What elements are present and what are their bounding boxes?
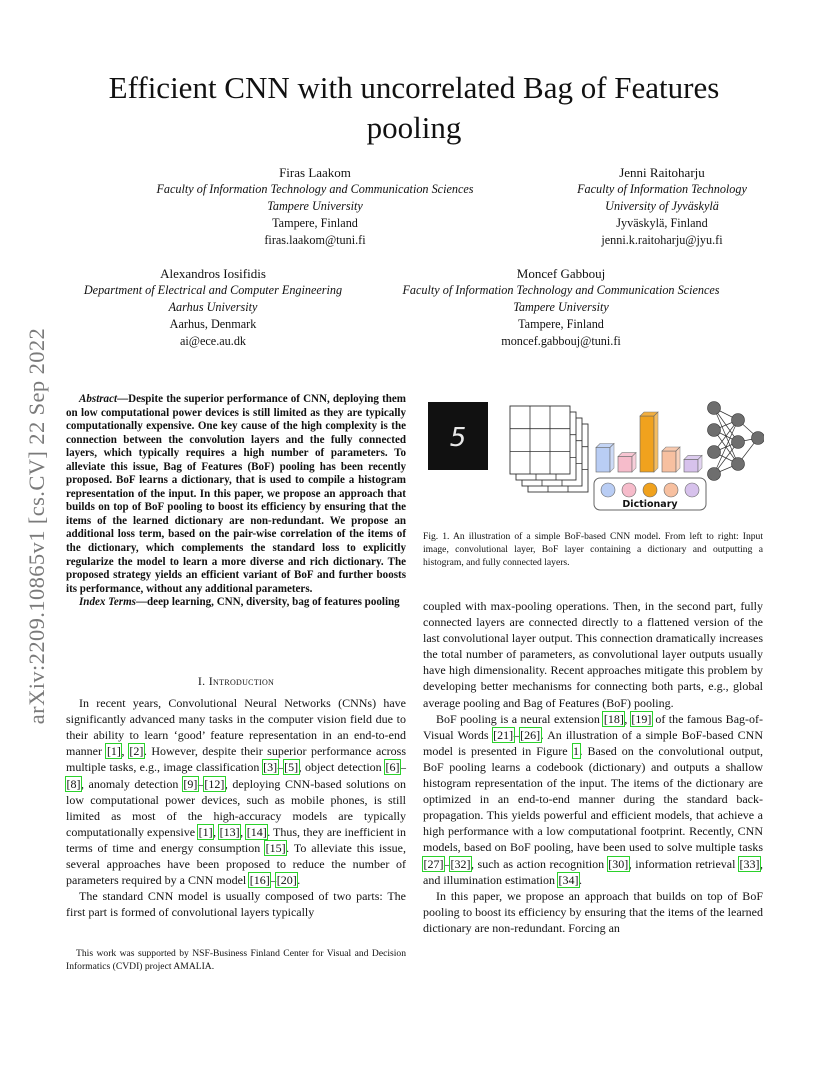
fc-neuron xyxy=(752,432,765,445)
body-paragraph: coupled with max-pooling operations. Then, in the second part, fully connected layers are connected directly to a flattened version of the last convolutional layer output. This connection dramatically increases the total number of parameters, as convolutional layer outputs usually have high dimensionality. Recent approaches mitigate this problem by developing better mechanisms for connecting both parts, e.g., global average pooling and Bag of Features (BoF) pooling. xyxy=(423,599,763,710)
citation-link[interactable]: [3] xyxy=(263,760,278,775)
author-location: Tampere, Finland xyxy=(518,317,604,331)
histogram-bar xyxy=(640,416,654,472)
index-terms-label: Index Terms xyxy=(79,596,136,609)
title-line-1: Efficient CNN with uncorrelated Bag of Features xyxy=(108,70,720,105)
paper-title xyxy=(60,68,768,148)
citation-link[interactable]: [18] xyxy=(603,711,624,726)
index-terms xyxy=(66,596,406,610)
feature-map-frame xyxy=(510,406,570,474)
figure-caption: Fig. 1. An illustration of a simple BoF-based CNN model. From left to right: Input image, convolutional layer, BoF layer containing a dictionary and outputting a histogram, and fully connected layers. xyxy=(423,531,763,568)
dictionary-item xyxy=(685,483,699,497)
citation-link[interactable]: [9] xyxy=(183,776,198,791)
bof-cnn-diagram xyxy=(424,394,764,516)
author-email[interactable]: moncef.gabbouj@tuni.fi xyxy=(501,334,621,348)
citation-link[interactable]: [1] xyxy=(198,824,213,839)
citation-link[interactable]: [13] xyxy=(219,824,240,839)
abstract-text: —Despite the superior performance of CNN, deploying them on low computational power devices is still limited as they are typically computationally expensive. One key cause of the high complexity is the connection between the convolution layers and the fully connected layers, which typically requires a high number of parameters. To alleviate this issue, Bag of Features (BoF) pooling has been recently proposed. BoF learns a dictionary, that is used to compile a histogram representation of the input. In this paper, we propose an approach that builds on top of BoF pooling to boost its efficiency by ensuring that the items of the learned dictionary are non-redundant. We propose an additional loss term, based on the pair-wise correlation of the items of the dictionary, which complements the standard loss to explicitly regularize the model to learn a more diverse and rich dictionary. The proposed strategy yields an efficient variant of BoF and further boosts its performance, without any additional parameters. xyxy=(66,393,406,595)
left-paragraphs xyxy=(66,695,406,920)
citation-link[interactable]: [30] xyxy=(608,856,629,871)
figure-1 xyxy=(424,394,764,516)
author-name: Moncef Gabbouj xyxy=(516,266,606,281)
citation-link[interactable]: [8] xyxy=(66,776,81,791)
abstract-paragraph xyxy=(66,393,406,596)
title-line-2: pooling xyxy=(366,110,462,145)
citation-link[interactable]: [34] xyxy=(558,872,579,887)
histogram-bar-side xyxy=(676,447,680,472)
dictionary-item xyxy=(601,483,615,497)
citation-link[interactable]: [21] xyxy=(493,727,514,742)
author-institution: Tampere University xyxy=(267,199,363,213)
right-paragraphs xyxy=(423,598,763,936)
fully-connected-layers xyxy=(708,402,765,481)
citation-link[interactable]: [14] xyxy=(246,824,267,839)
fc-neuron xyxy=(708,468,721,481)
author-block-3 xyxy=(58,265,368,350)
fc-neuron xyxy=(708,446,721,459)
author-institution: Aarhus University xyxy=(168,300,258,314)
bof-histogram xyxy=(596,412,702,472)
histogram-bar xyxy=(618,457,632,472)
author-affiliation: Faculty of Information Technology xyxy=(577,182,747,196)
abstract-label: Abstract xyxy=(79,393,118,405)
body-paragraph: The standard CNN model is usually composed of two parts: The first part is formed of convolutional layers typically xyxy=(66,889,406,920)
histogram-bar xyxy=(684,459,698,472)
author-location: Aarhus, Denmark xyxy=(169,317,257,331)
author-block-2 xyxy=(554,164,770,249)
author-institution: Tampere University xyxy=(513,300,609,314)
body-paragraph: BoF pooling is a neural extension [18], [19] of the famous Bag-of-Visual Words [21]–[26]. An illustration of a simple BoF-based CNN model is presented in Figure 1. Based on the convolutional output, BoF pooling learns a codebook (dictionary) and outputs a shallow histogram representation of the input. The items of the dictionary are optimized in an end-to-end manner during the standard back-propagation. This yields powerful and efficient models, that achieve a high performance with a low computational footprint. Recently, CNN models, based on BoF pooling, have been used to solve multiple tasks [27]–[32], such as action recognition [30], information retrieval [33], and illumination estimation [34]. xyxy=(423,711,764,887)
dictionary-item xyxy=(664,483,678,497)
dictionary-label: Dictionary xyxy=(622,499,678,510)
author-block-4 xyxy=(374,265,748,350)
fc-neuron xyxy=(708,424,721,437)
arxiv-sidebar xyxy=(12,286,62,766)
fc-neuron xyxy=(732,458,745,471)
author-name: Jenni Raitoharju xyxy=(619,165,705,180)
author-affiliation: Faculty of Information Technology and Communication Sciences xyxy=(156,182,474,196)
fc-neuron xyxy=(708,402,721,415)
arxiv-identifier: arXiv:2209.10865v1 [cs.CV] 22 Sep 2022 xyxy=(24,327,49,725)
histogram-bar xyxy=(596,448,610,473)
author-email[interactable]: firas.laakom@tuni.fi xyxy=(264,233,366,247)
section-heading xyxy=(66,673,406,689)
citation-link[interactable]: [26] xyxy=(520,727,541,742)
dictionary-item xyxy=(643,483,657,497)
citation-link[interactable]: [20] xyxy=(276,873,297,888)
author-affiliation: Department of Electrical and Computer Engineering xyxy=(83,283,343,297)
citation-link[interactable]: [16] xyxy=(249,873,270,888)
right-column-body xyxy=(423,598,763,936)
author-block-1 xyxy=(126,164,504,249)
citation-link[interactable]: [6] xyxy=(385,760,400,775)
author-affiliation: Faculty of Information Technology and Communication Sciences xyxy=(402,283,720,297)
author-location: Tampere, Finland xyxy=(272,216,358,230)
citation-link[interactable]: [19] xyxy=(631,711,652,726)
author-email[interactable]: jenni.k.raitoharju@jyu.fi xyxy=(601,233,723,247)
fc-neuron xyxy=(732,436,745,449)
section-heading-text: I. Introduction xyxy=(197,674,275,688)
abstract xyxy=(66,393,406,610)
author-institution: University of Jyväskylä xyxy=(605,199,719,213)
body-paragraph: In recent years, Convolutional Neural Networks (CNNs) have significantly advanced many tasks in the computer vision field due to their ability to learn ‘good’ feature representation in an end-to-end manner [1], [2]. However, despite their superior performance across multiple tasks, e.g., image classification [3]–[5], object detection [6]–[8], anomaly detection [9]–[12], deploying CNN-based solutions on low computational power devices, such as mobile phones, is still limited as most of the high-accuracy models are typically computationally expensive [1], [13], [14]. Thus, they are inefficient in terms of time and energy consumption [15]. To alleviate this issue, several approaches have been proposed to reduce the number of parameters required by a CNN model [16]–[20]. xyxy=(66,696,407,888)
citation-link[interactable]: [5] xyxy=(284,760,299,775)
citation-link[interactable]: [2] xyxy=(129,744,144,759)
citation-link[interactable]: [33] xyxy=(739,856,760,871)
histogram-bar xyxy=(662,451,676,472)
author-email[interactable]: ai@ece.au.dk xyxy=(179,334,247,348)
citation-link[interactable]: [12] xyxy=(204,776,225,791)
citation-link[interactable]: [32] xyxy=(450,856,471,871)
feature-map xyxy=(510,406,570,474)
histogram-bar-side xyxy=(610,444,614,473)
dictionary-item xyxy=(622,483,636,497)
author-name: Firas Laakom xyxy=(279,165,351,180)
footnote: This work was supported by NSF-Business Finland Center for Visual and Decision Informatics (CVDI) project AMALIA. xyxy=(66,948,406,972)
input-digit: 5 xyxy=(449,423,467,453)
body-paragraph: In this paper, we propose an approach that builds on top of BoF pooling to boost its efficiency by ensuring that the items of the learned dictionary are non-redundant. Forcing an xyxy=(423,888,763,935)
citation-link[interactable]: [15] xyxy=(265,840,286,855)
citation-link[interactable]: [27] xyxy=(423,856,444,871)
citation-link[interactable]: [1] xyxy=(106,744,121,759)
author-location: Jyväskylä, Finland xyxy=(616,216,708,230)
histogram-bar-side xyxy=(654,412,658,472)
citation-link[interactable]: 1 xyxy=(573,743,579,758)
convolutional-layer xyxy=(510,406,588,492)
index-terms-text: —deep learning, CNN, diversity, bag of features pooling xyxy=(135,596,400,609)
author-name: Alexandros Iosifidis xyxy=(160,266,266,281)
fc-neuron xyxy=(732,414,745,427)
left-column-body xyxy=(66,665,406,920)
